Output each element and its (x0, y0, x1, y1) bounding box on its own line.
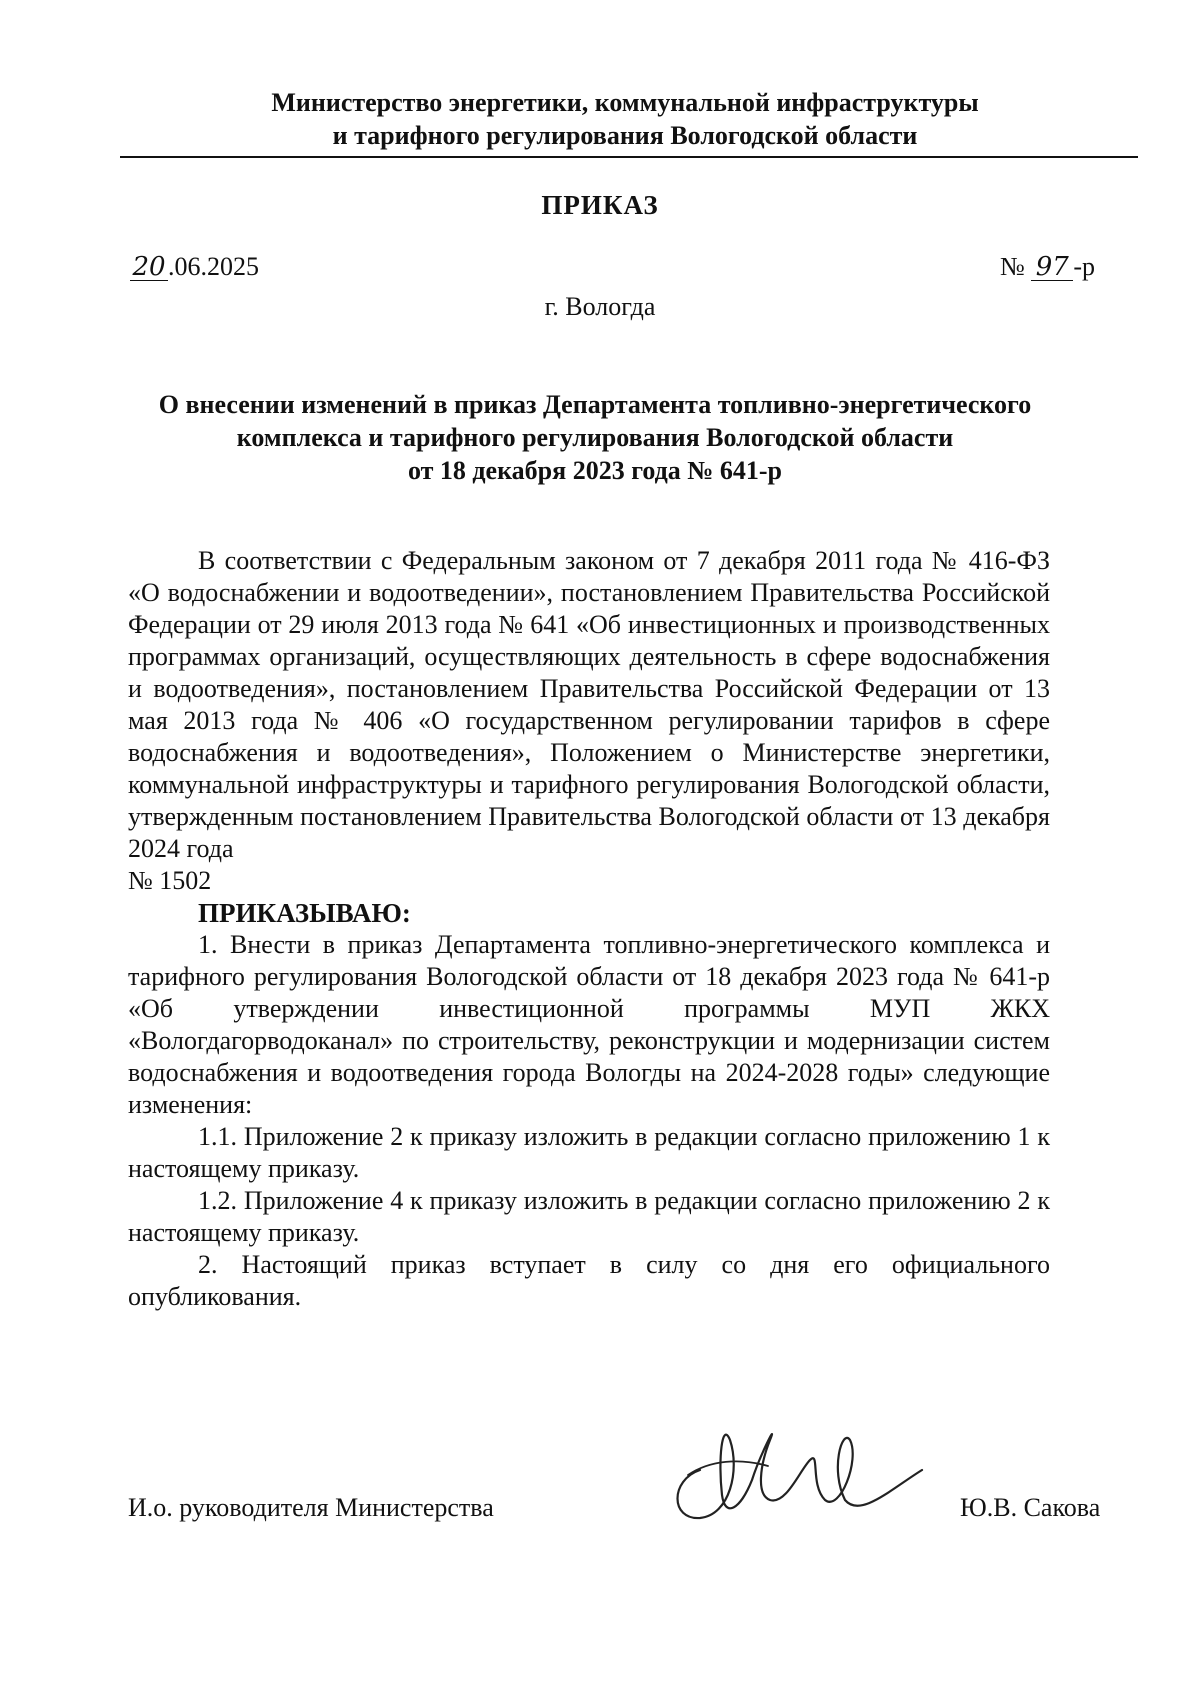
item-2: 2. Настоящий приказ вступает в силу со дня его официального опубликования. (128, 1250, 1050, 1311)
order-number-suffix: -р (1073, 252, 1095, 281)
subject-line1: О внесении изменений в приказ Департамента топливно-энергетического (158, 390, 1032, 419)
header-rule (120, 156, 1138, 158)
item-1: 1. Внести в приказ Департамента топливно-энергетического комплекса и тарифного регулирования Вологодской области от 18 декабря 2023 года № 641-р «Об утверждении инвестиционной программы МУП ЖКХ «Вологдагорводоканал» по строительству, реконструкции и модернизации систем водоснабжения и водоотведения города Вологды на 2024-2028 годы» следующие изменения: (128, 930, 1050, 1119)
order-number-prefix: № (1000, 252, 1025, 281)
order-date-rest: .06.2025 (168, 252, 259, 281)
preamble-end: № 1502 (128, 866, 212, 895)
ministry-header (110, 86, 1140, 152)
preamble-paragraph: В соответствии с Федеральным законом от 7 декабря 2011 года № 416-ФЗ «О водоснабжении и водоотведении», постановлением Правительства Российской Федерации от 29 июля 2013 года № 641 «Об инвестиционных и производственных программах организаций, осуществляющих деятельность в сфере водоснабжения и водоотведения», постановлением Правительства Российской Федерации от 13 мая 2013 года № 406 «О государственном регулировании тарифов в сфере водоснабжения и водоотведения», Положением о Министерстве энергетики, коммунальной инфраструктуры и тарифного регулирования Вологодской области, утвержденным постановлением Правительства Вологодской области от 13 декабря 2024 года (128, 546, 1050, 863)
order-title: ПРИКАЗ (541, 190, 659, 220)
order-number (1000, 252, 1095, 282)
signatory-role: И.о. руководителя Министерства (128, 1493, 494, 1522)
signatory-name: Ю.В. Сакова (960, 1493, 1101, 1522)
ministry-header-line1: Министерство энергетики, коммунальной инфраструктуры (271, 88, 979, 117)
order-subject (120, 388, 1070, 487)
subject-line2: комплекса и тарифного регулирования Вологодской области (236, 423, 954, 452)
orders-word: ПРИКАЗЫВАЮ: (198, 898, 411, 928)
order-city: г. Вологда (544, 292, 656, 321)
order-date-day: 20 (130, 254, 168, 281)
order-number-value: 97 (1031, 254, 1073, 281)
order-date (130, 252, 259, 282)
item-1-2: 1.2. Приложение 4 к приказу изложить в редакции согласно приложению 2 к настоящему приказу. (128, 1186, 1050, 1247)
item-1-1: 1.1. Приложение 2 к приказу изложить в редакции согласно приложению 1 к настоящему приказу. (128, 1122, 1050, 1183)
subject-line3: от 18 декабря 2023 года № 641-р (407, 456, 783, 485)
handwritten-signature (660, 1400, 930, 1530)
order-body (128, 545, 1050, 1313)
ministry-header-line2: и тарифного регулирования Вологодской области (332, 121, 918, 150)
